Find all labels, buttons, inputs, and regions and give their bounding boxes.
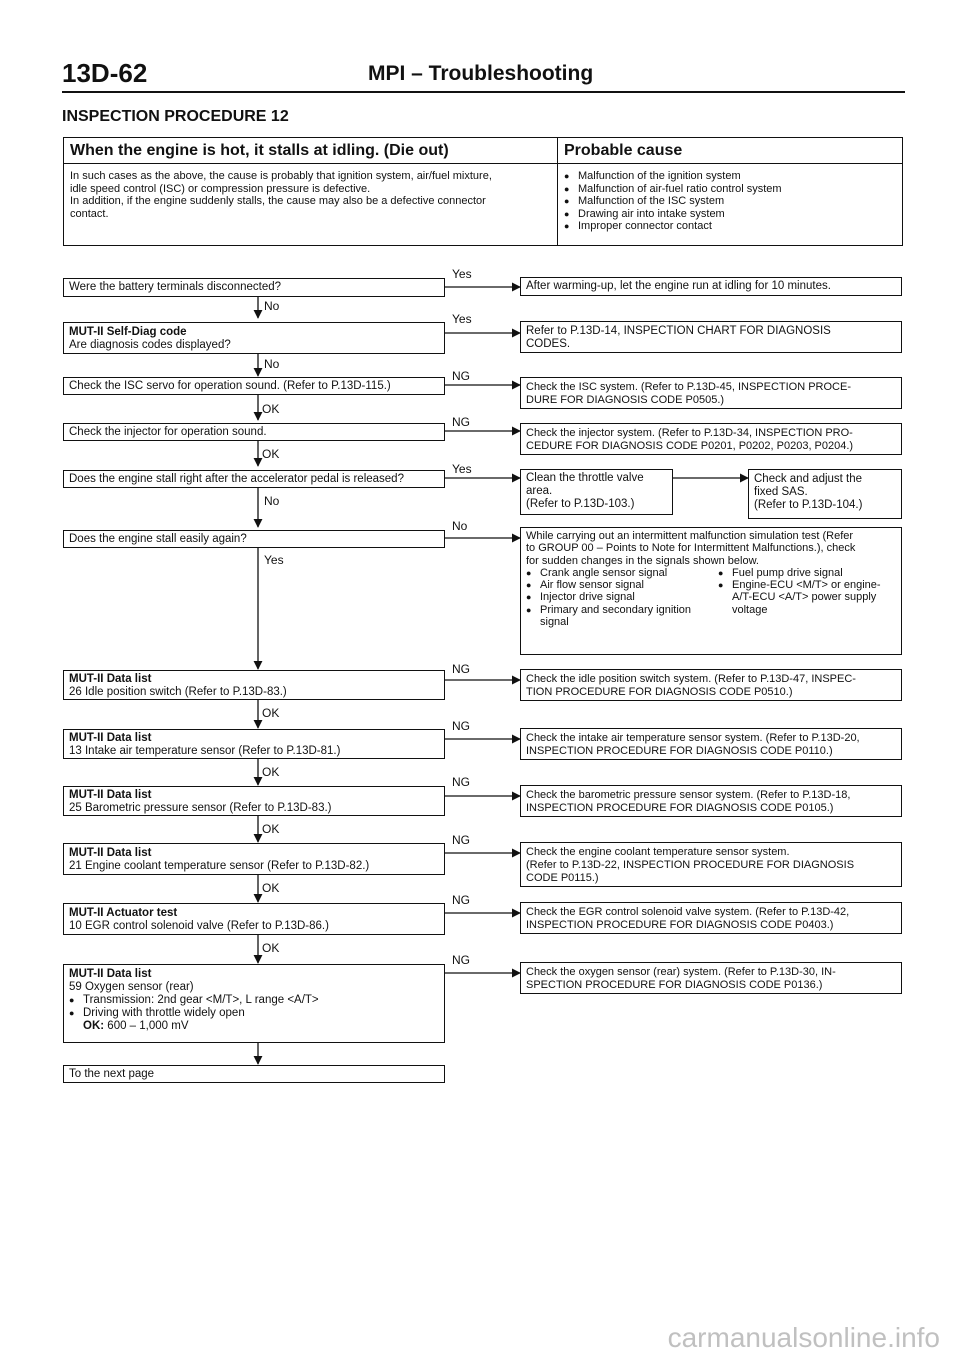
result-line: Check the oxygen sensor (rear) system. (Refer to P.13D-30, IN- bbox=[526, 966, 836, 978]
result-line: TION PROCEDURE FOR DIAGNOSIS CODE P0510.) bbox=[526, 686, 793, 698]
step-self-diag-code bbox=[63, 322, 445, 354]
down-label: No bbox=[264, 494, 280, 508]
result-line: INSPECTION PROCEDURE FOR DIAGNOSIS CODE P0403.) bbox=[526, 919, 834, 931]
step-injector-sound bbox=[63, 423, 445, 441]
step-text: Are diagnosis codes displayed? bbox=[69, 339, 231, 351]
result-line: Clean the throttle valve bbox=[526, 472, 644, 484]
result-line: Check the intake air temperature sensor system. (Refer to P.13D-20, bbox=[526, 732, 860, 744]
result-oxygen-sensor bbox=[520, 962, 902, 994]
symptom-line: contact. bbox=[70, 207, 109, 220]
result-clean-throttle bbox=[520, 469, 673, 515]
result-line: DURE FOR DIAGNOSIS CODE P0505.) bbox=[526, 394, 725, 406]
step-text: Does the engine stall easily again? bbox=[69, 533, 247, 545]
step-text: 26 Idle position switch (Refer to P.13D-83.) bbox=[69, 686, 287, 698]
result-line: fixed SAS. bbox=[754, 486, 808, 498]
result-intermittent-test bbox=[520, 527, 902, 655]
step-barometric-pressure bbox=[63, 786, 445, 816]
branch-label: NG bbox=[452, 369, 470, 383]
result-coolant-temp bbox=[520, 842, 902, 887]
step-text: Does the engine stall right after the accelerator pedal is released? bbox=[69, 473, 404, 485]
cause-item: ● Malfunction of the ISC system bbox=[564, 195, 896, 208]
procedure-title: INSPECTION PROCEDURE 12 bbox=[62, 108, 289, 125]
step-text: To the next page bbox=[69, 1068, 155, 1080]
symptom-line: In addition, if the engine suddenly stalls, the cause may also be a defective connector bbox=[70, 195, 486, 207]
step-oxygen-sensor bbox=[63, 964, 445, 1043]
step-text: 25 Barometric pressure sensor (Refer to P.13D-83.) bbox=[69, 802, 332, 814]
step-text: 10 EGR control solenoid valve (Refer to P.13D-86.) bbox=[69, 920, 329, 932]
branch-label: NG bbox=[452, 775, 470, 789]
branch-label: Yes bbox=[452, 462, 472, 476]
result-line: INSPECTION PROCEDURE FOR DIAGNOSIS CODE P0105.) bbox=[526, 802, 834, 814]
condition-item: ● Transmission: 2nd gear <M/T>, L range <A/T> bbox=[69, 994, 439, 1007]
step-text: 59 Oxygen sensor (rear) bbox=[69, 981, 194, 993]
result-inspection-chart bbox=[520, 321, 902, 353]
down-label: OK bbox=[262, 881, 280, 895]
step-title: MUT-II Self-Diag code bbox=[69, 326, 187, 338]
result-line: area. bbox=[526, 485, 553, 497]
step-text: 13 Intake air temperature sensor (Refer to P.13D-81.) bbox=[69, 745, 341, 757]
step-intake-air-temp bbox=[63, 729, 445, 759]
ok-value: 600 – 1,000 mV bbox=[107, 1020, 189, 1032]
result-intake-air-temp bbox=[520, 728, 902, 760]
step-title: MUT-II Data list bbox=[69, 968, 152, 980]
signal-item: ● Injector drive signal bbox=[526, 591, 704, 603]
down-label: Yes bbox=[264, 553, 284, 567]
branch-label: NG bbox=[452, 833, 470, 847]
signal-item: ● Crank angle sensor signal bbox=[526, 567, 704, 579]
step-accelerator-released bbox=[63, 470, 445, 488]
probable-cause-heading: Probable cause bbox=[558, 138, 902, 164]
result-line: SPECTION PROCEDURE FOR DIAGNOSIS CODE P0136.) bbox=[526, 979, 823, 991]
down-label: OK bbox=[262, 765, 280, 779]
branch-label: NG bbox=[452, 953, 470, 967]
result-warm-up bbox=[520, 277, 902, 296]
symptom-line: In such cases as the above, the cause is probably that ignition system, air/fuel mixture, bbox=[70, 170, 492, 182]
step-title: MUT-II Data list bbox=[69, 732, 152, 744]
result-line: to GROUP 00 – Points to Note for Intermittent Malfunctions.), check bbox=[526, 542, 856, 555]
result-text: After warming-up, let the engine run at idling for 10 minutes. bbox=[526, 280, 831, 292]
result-line: Check the idle position switch system. (Refer to P.13D-47, INSPEC- bbox=[526, 673, 856, 685]
down-label: No bbox=[264, 357, 280, 371]
result-injector-system bbox=[520, 423, 902, 455]
signal-item: ● Fuel pump drive signal bbox=[718, 567, 896, 579]
result-line: for sudden changes in the signals shown below. bbox=[526, 554, 759, 567]
cause-item: ● Malfunction of air-fuel ratio control system bbox=[564, 183, 896, 196]
result-line: Refer to P.13D-14, INSPECTION CHART FOR DIAGNOSIS bbox=[526, 325, 831, 337]
signal-item: ● Air flow sensor signal bbox=[526, 579, 704, 591]
ok-label: OK: bbox=[83, 1020, 105, 1032]
page-number: 13D-62 bbox=[62, 58, 148, 88]
branch-label: NG bbox=[452, 415, 470, 429]
down-label: OK bbox=[262, 402, 280, 416]
result-egr-valve bbox=[520, 902, 902, 934]
step-text: Check the ISC servo for operation sound. (Refer to P.13D-115.) bbox=[69, 380, 391, 392]
down-label: OK bbox=[262, 822, 280, 836]
down-label: OK bbox=[262, 706, 280, 720]
cause-item: ● Malfunction of the ignition system bbox=[564, 170, 896, 183]
result-barometric-pressure bbox=[520, 785, 902, 817]
step-title: MUT-II Data list bbox=[69, 847, 152, 859]
result-line: Check the barometric pressure sensor system. (Refer to P.13D-18, bbox=[526, 789, 851, 801]
step-idle-position-switch bbox=[63, 670, 445, 700]
result-line: Check the injector system. (Refer to P.13D-34, INSPECTION PRO- bbox=[526, 427, 853, 439]
result-adjust-sas bbox=[748, 469, 902, 519]
step-isc-servo bbox=[63, 377, 445, 395]
symptom-heading: When the engine is hot, it stalls at idling. (Die out) bbox=[64, 138, 557, 164]
step-text: 21 Engine coolant temperature sensor (Refer to P.13D-82.) bbox=[69, 860, 370, 872]
result-isc-system bbox=[520, 377, 902, 409]
step-text: Check the injector for operation sound. bbox=[69, 426, 267, 438]
watermark: carmanualsonline.info bbox=[667, 1322, 940, 1353]
step-title: MUT-II Data list bbox=[69, 789, 152, 801]
step-text: Were the battery terminals disconnected? bbox=[69, 281, 282, 293]
result-line: Check the EGR control solenoid valve system. (Refer to P.13D-42, bbox=[526, 906, 850, 918]
cause-item: ● Drawing air into intake system bbox=[564, 208, 896, 221]
result-line: CODE P0115.) bbox=[526, 872, 599, 884]
result-line: (Refer to P.13D-104.) bbox=[754, 499, 863, 511]
step-title: MUT-II Actuator test bbox=[69, 907, 178, 919]
result-line: (Refer to P.13D-22, INSPECTION PROCEDURE FOR DIAGNOSIS bbox=[526, 859, 855, 871]
step-next-page bbox=[63, 1065, 445, 1083]
result-line: CODES. bbox=[526, 338, 571, 350]
result-line: While carrying out an intermittent malfunction simulation test (Refer bbox=[526, 530, 854, 542]
branch-label: NG bbox=[452, 893, 470, 907]
branch-label: Yes bbox=[452, 267, 472, 281]
step-battery-terminals bbox=[63, 278, 445, 297]
down-label: OK bbox=[262, 941, 280, 955]
step-title: MUT-II Data list bbox=[69, 673, 152, 685]
branch-label: No bbox=[452, 519, 468, 533]
signal-item: ● Engine-ECU <M/T> or engine-A/T-ECU <A/T> power supply voltage bbox=[718, 579, 896, 616]
result-line: Check the engine coolant temperature sensor system. bbox=[526, 846, 790, 858]
down-label: OK bbox=[262, 447, 280, 461]
branch-label: NG bbox=[452, 719, 470, 733]
cause-item: ● Improper connector contact bbox=[564, 220, 896, 233]
page-header-title: MPI – Troubleshooting bbox=[368, 62, 594, 85]
step-coolant-temp bbox=[63, 843, 445, 875]
condition-item: ● Driving with throttle widely open bbox=[69, 1007, 439, 1020]
result-idle-position-switch bbox=[520, 669, 902, 701]
signal-item: ● Primary and secondary ignition signal bbox=[526, 604, 704, 629]
result-line: Check the ISC system. (Refer to P.13D-45, INSPECTION PROCE- bbox=[526, 381, 852, 393]
step-egr-actuator-test bbox=[63, 903, 445, 935]
symptom-line: idle speed control (ISC) or compression pressure is defective. bbox=[70, 182, 371, 195]
down-label: No bbox=[264, 299, 280, 313]
branch-label: NG bbox=[452, 662, 470, 676]
ok-criterion bbox=[69, 1020, 439, 1033]
result-line: (Refer to P.13D-103.) bbox=[526, 498, 635, 510]
result-line: Check and adjust the bbox=[754, 473, 863, 485]
result-line: CEDURE FOR DIAGNOSIS CODE P0201, P0202, P0203, P0204.) bbox=[526, 440, 854, 452]
step-stall-again bbox=[63, 530, 445, 548]
result-line: INSPECTION PROCEDURE FOR DIAGNOSIS CODE P0110.) bbox=[526, 745, 833, 757]
branch-label: Yes bbox=[452, 312, 472, 326]
